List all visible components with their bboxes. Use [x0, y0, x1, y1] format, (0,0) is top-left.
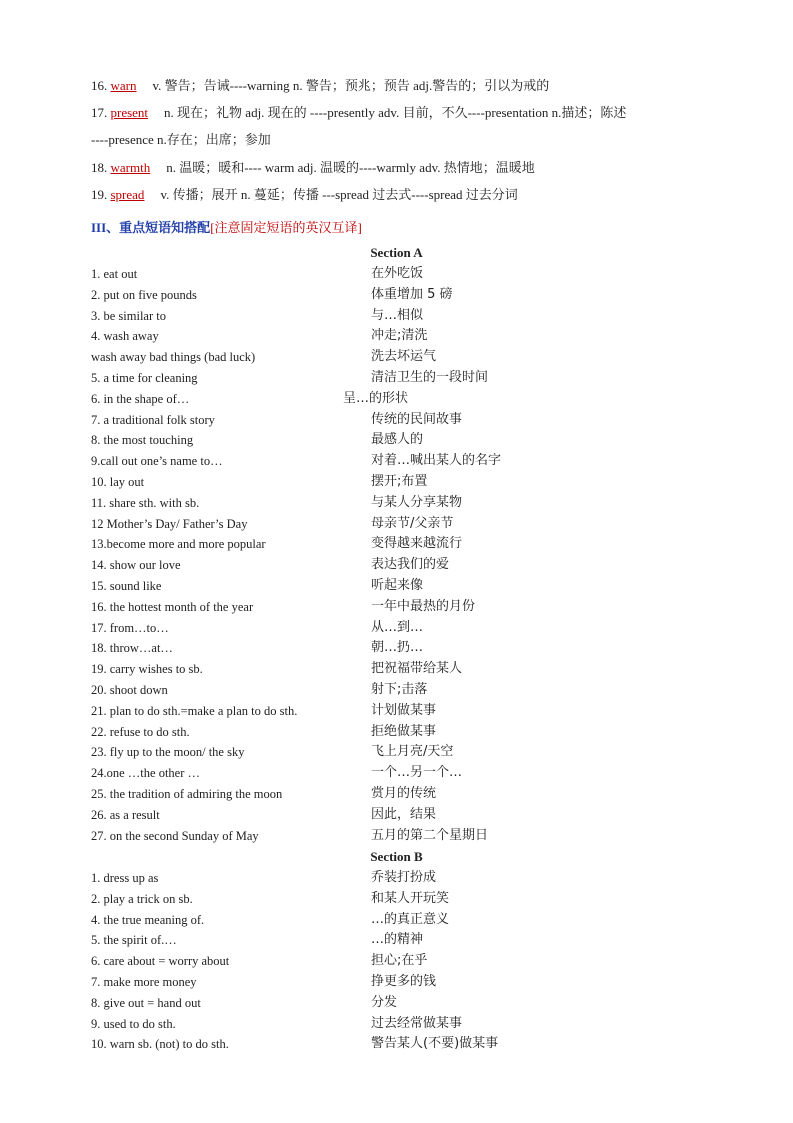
phrase-row: [91, 410, 651, 431]
phrase-row: [91, 680, 651, 701]
phrase-chinese: 对着…喊出某人的名字: [371, 453, 502, 469]
phrase-row: [91, 1014, 651, 1035]
heading-title: III、重点短语知搭配: [91, 220, 211, 235]
phrase-chinese: 分发: [371, 994, 398, 1010]
phrase-chinese: 飞上月亮/天空: [371, 744, 454, 760]
vocab-line: [91, 76, 711, 96]
phrase-row: [91, 722, 651, 743]
phrase-row: [91, 430, 651, 451]
phrase-english: 5. a time for cleaning: [91, 370, 198, 385]
phrase-chinese: 担心;在乎: [371, 953, 428, 969]
phrase-english: 8. the most touching: [91, 433, 194, 448]
phrase-english: 16. the hottest month of the year: [91, 599, 254, 614]
phrase-english: 5. the spirit of.…: [91, 933, 177, 948]
phrase-english: 7. make more money: [91, 974, 197, 989]
phrase-chinese: 五月的第二个星期日: [371, 827, 489, 843]
phrase-english: 1. eat out: [91, 267, 138, 281]
phrase-chinese: 警告某人(不要)做某事: [371, 1036, 499, 1052]
phrase-english: 6. care about = worry about: [91, 954, 230, 969]
phrase-chinese: 最感人的: [371, 432, 424, 448]
phrase-english: 23. fly up to the moon/ the sky: [91, 745, 245, 760]
vocab-number: 17.: [91, 105, 108, 120]
phrase-chinese: 乔装打扮成: [371, 870, 437, 885]
phrase-row: [91, 347, 651, 368]
phrase-row: [91, 951, 651, 972]
vocab-line: [91, 103, 711, 123]
phrase-row: [91, 451, 651, 472]
phrase-english: 27. on the second Sunday of May: [91, 828, 259, 843]
phrase-english: 11. share sth. with sb.: [91, 495, 200, 510]
vocab-number: 16.: [91, 78, 108, 93]
vocab-word: present: [110, 105, 149, 120]
phrase-chinese: 母亲节/父亲节: [371, 515, 454, 531]
phrase-row: [91, 993, 651, 1014]
phrase-english: 2. put on five pounds: [91, 287, 197, 302]
phrase-english: 10. warn sb. (not) to do sth.: [91, 1037, 229, 1052]
phrase-chinese: 朝…扔…: [371, 640, 424, 656]
phrase-chinese: 和某人开玩笑: [371, 890, 450, 906]
phrase-english: 12 Mother’s Day/ Father’s Day: [91, 516, 248, 531]
vocab-line: [91, 130, 711, 150]
phrase-english: 4. wash away: [91, 329, 159, 344]
phrase-row: [91, 472, 651, 493]
phrase-row: [91, 889, 651, 910]
phrase-english: 8. give out = hand out: [91, 995, 201, 1010]
phrase-chinese: …的精神: [371, 932, 424, 948]
phrase-english: 10. lay out: [91, 474, 145, 489]
phrase-row: [91, 930, 651, 951]
phrase-row: [91, 1034, 651, 1055]
phrase-english: 2. play a trick on sb.: [91, 891, 193, 906]
phrase-chinese: 一年中最热的月份: [371, 598, 476, 614]
vocab-line: [91, 185, 711, 205]
vocab-definition: n. 现在；礼物 adj. 现在的 ----presently adv. 目前，不久----presentation n.描述；陈述: [164, 105, 627, 120]
phrase-row: [91, 826, 651, 847]
phrase-row: [91, 285, 651, 306]
phrase-english: 22. refuse to do sth.: [91, 724, 190, 739]
phrase-chinese: 射下;击落: [371, 681, 428, 697]
phrase-chinese: 在外吃饭: [371, 266, 424, 281]
vocab-word: warmth: [110, 160, 151, 175]
vocab-definition: ----presence n.存在；出席；参加: [91, 132, 271, 147]
phrase-row: [91, 763, 651, 784]
phrase-chinese: 把祝福带给某人: [371, 661, 463, 677]
vocab-word: warn: [110, 78, 137, 93]
phrase-english: wash away bad things (bad luck): [91, 350, 256, 365]
vocab-definition: n. 温暖；暖和---- warm adj. 温暖的----warmly adv. 热情地；温暖地: [166, 160, 535, 175]
phrase-row: [91, 784, 651, 805]
phrase-row: [91, 555, 651, 576]
vocab-line: [91, 158, 711, 178]
phrase-english: 13.become more and more popular: [91, 537, 266, 552]
phrase-row: [91, 910, 651, 931]
phrase-row: [91, 326, 651, 347]
phrase-english: 9.call out one’s name to…: [91, 454, 223, 469]
phrase-chinese: 冲走;清洗: [371, 328, 428, 344]
phrase-english: 26. as a result: [91, 807, 160, 822]
phrase-english: 7. a traditional folk story: [91, 412, 215, 427]
phrase-chinese: 拒绝做某事: [371, 723, 437, 739]
phrase-row: [91, 638, 651, 659]
phrase-english: 18. throw…at…: [91, 641, 173, 656]
phrase-chinese: 赏月的传统: [371, 785, 437, 801]
phrase-chinese: 体重增加 5 磅: [371, 286, 453, 302]
phrase-row: [91, 742, 651, 763]
section-b-phrase-list: [91, 868, 651, 1055]
phrase-chinese: 从…到…: [371, 619, 424, 635]
phrase-row: [91, 493, 651, 514]
vocab-definition: v. 警告；告诫----warning n. 警告；预兆；预告 adj.警告的；引以为戒的: [152, 78, 550, 93]
phrase-english: 19. carry wishes to sb.: [91, 662, 203, 677]
phrase-chinese: 与某人分享某物: [371, 494, 463, 510]
section-heading: [91, 218, 362, 238]
phrase-english: 9. used to do sth.: [91, 1016, 176, 1031]
heading-note: [注意固定短语的英汉互译]: [210, 220, 362, 235]
vocab-definition: v. 传播；展开 n. 蔓延；传播 ---spread 过去式----spread 过去分词: [160, 187, 518, 202]
phrase-english: 15. sound like: [91, 578, 162, 593]
phrase-row: [91, 534, 651, 555]
phrase-english: 14. show our love: [91, 558, 181, 573]
phrase-english: 3. be similar to: [91, 308, 166, 323]
phrase-chinese: 与…相似: [371, 307, 424, 323]
phrase-row: [91, 701, 651, 722]
section-a-phrase-list: [91, 264, 651, 846]
phrase-row: [91, 805, 651, 826]
phrase-english: 4. the true meaning of.: [91, 912, 205, 927]
phrase-chinese: 变得越来越流行: [371, 536, 463, 552]
vocab-number: 19.: [91, 187, 108, 202]
phrase-chinese: 一个…另一个…: [371, 765, 463, 781]
phrase-english: 24.one …the other …: [91, 766, 201, 781]
phrase-row: [91, 659, 651, 680]
section-a-title: Section A: [370, 245, 423, 260]
section-b-title: Section B: [370, 849, 423, 864]
phrase-chinese: 过去经常做某事: [371, 1015, 463, 1031]
phrase-row: [91, 368, 651, 389]
phrase-row: [91, 389, 651, 410]
phrase-row: [91, 264, 651, 285]
phrase-english: 6. in the shape of…: [91, 391, 190, 406]
phrase-row: [91, 576, 651, 597]
phrase-row: [91, 972, 651, 993]
vocab-word: spread: [110, 187, 145, 202]
phrase-row: [91, 597, 651, 618]
phrase-chinese: 听起来像: [371, 577, 424, 593]
phrase-english: 25. the tradition of admiring the moon: [91, 786, 283, 801]
phrase-chinese: 摆开;布置: [371, 473, 428, 489]
phrase-chinese: …的真正意义: [371, 911, 450, 927]
phrase-chinese: 传统的民间故事: [371, 411, 463, 427]
phrase-chinese: 挣更多的钱: [371, 973, 437, 989]
phrase-chinese: 洗去坏运气: [371, 349, 437, 365]
phrase-english: 1. dress up as: [91, 871, 159, 885]
phrase-chinese: 清洁卫生的一段时间: [371, 369, 489, 385]
vocab-number: 18.: [91, 160, 108, 175]
phrase-english: 20. shoot down: [91, 682, 168, 697]
phrase-chinese: 呈…的形状: [343, 390, 409, 406]
phrase-row: [91, 306, 651, 327]
phrase-row: [91, 868, 651, 889]
phrase-chinese: 表达我们的爱: [371, 557, 450, 573]
phrase-english: 21. plan to do sth.=make a plan to do sth.: [91, 703, 298, 718]
phrase-row: [91, 514, 651, 535]
phrase-english: 17. from…to…: [91, 620, 169, 635]
phrase-chinese: 计划做某事: [371, 702, 437, 718]
phrase-chinese: 因此，结果: [371, 806, 437, 822]
phrase-row: [91, 618, 651, 639]
